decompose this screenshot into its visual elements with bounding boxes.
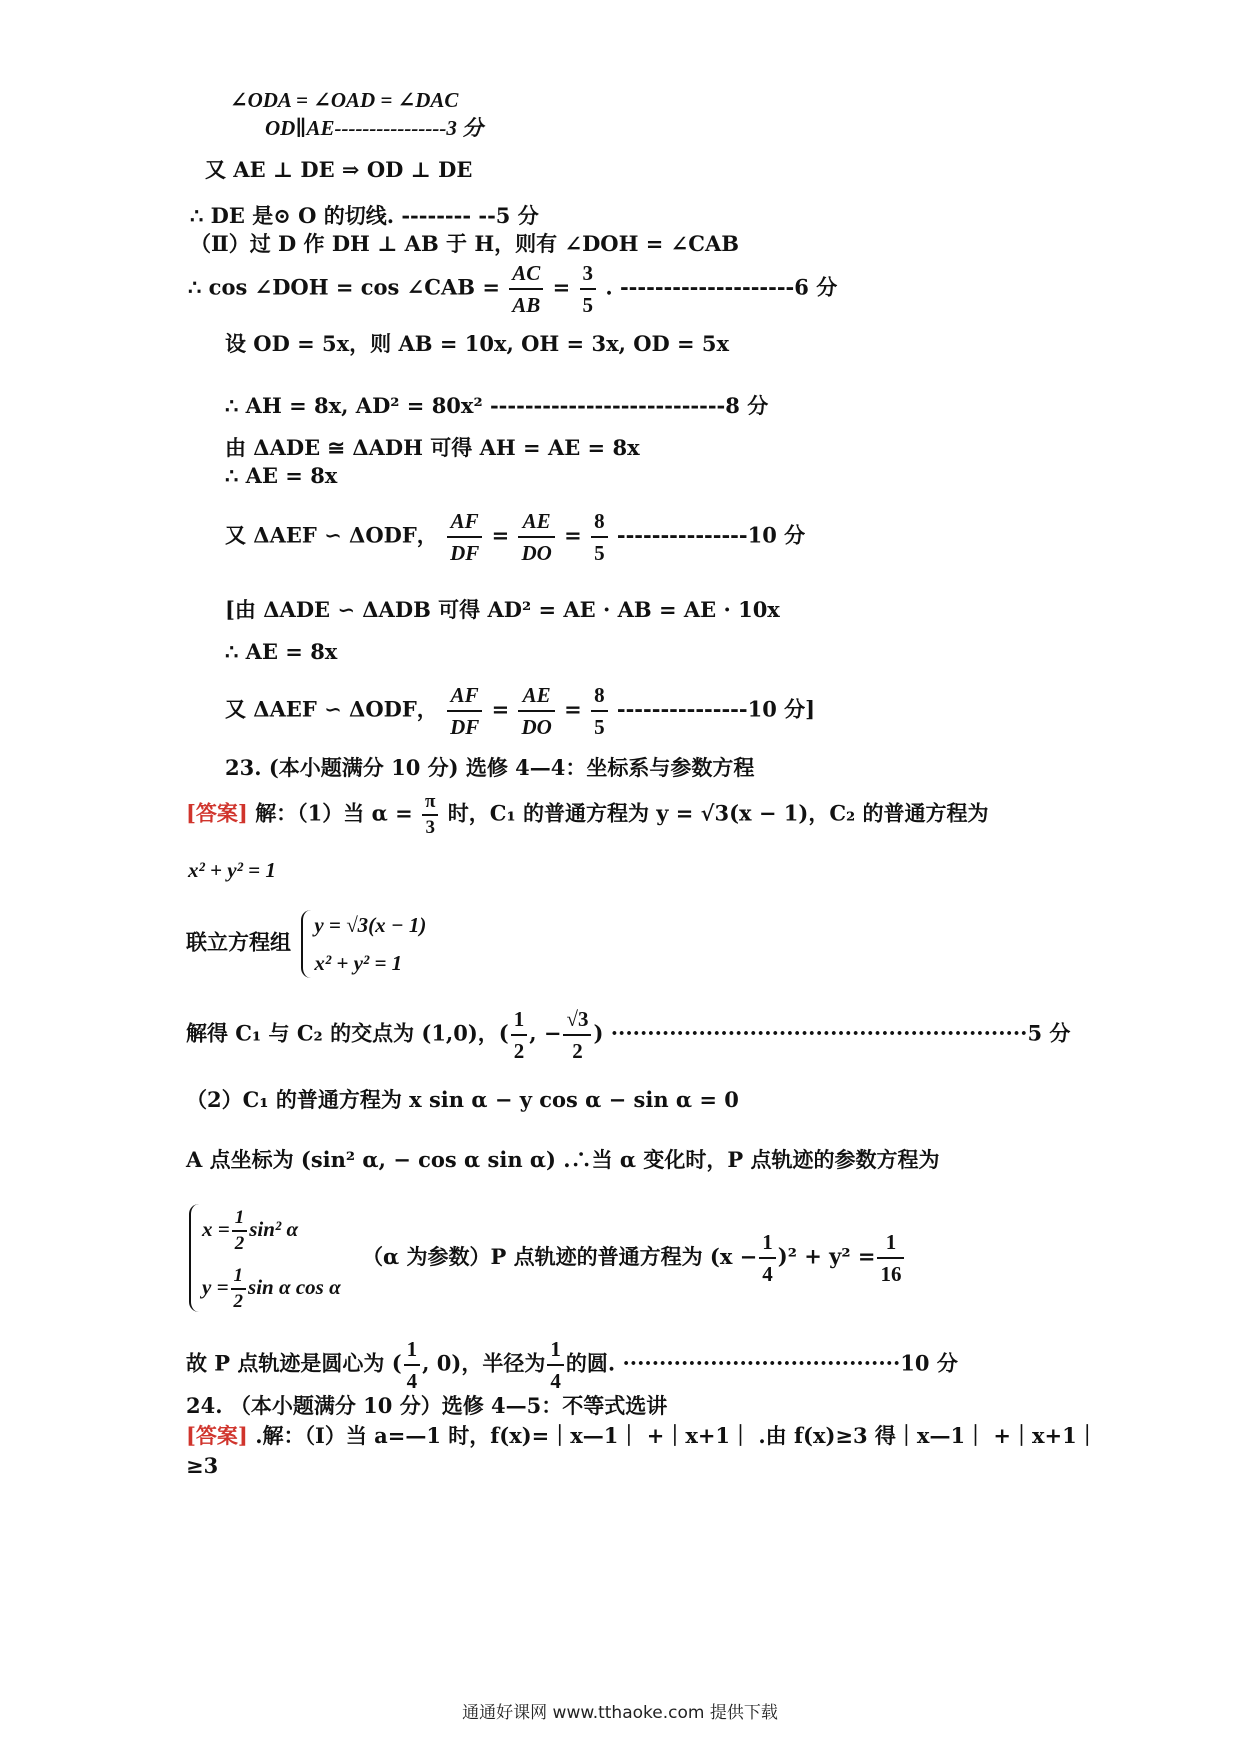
answer-line: [答案] .解：（Ⅰ）当 a=—1 时，f(x)=｜x—1｜ +｜x+1｜ .由 f(x)≥3 得｜x—1｜ +｜x+1｜ — [186, 1423, 1098, 1448]
proof-line: OD∥AE----------------3 分 — [265, 116, 484, 140]
equation-system-line: 联立方程组 y = √3(x − 1) x² + y² = 1 — [186, 906, 426, 982]
fraction: $\frac{1}{2}$ — [511, 1004, 528, 1066]
fraction: $\frac{AF}{DF}$ — [447, 506, 482, 568]
fraction: $\frac{8}{5}$ — [591, 680, 608, 742]
parametric-line: x = $\frac{1}{2}$ sin² α y = $\frac{1}{2}$ sin α cos α （α 为参数）P 点轨迹的普通方程为 (x − $\frac{1}{4}$ )² + y² = $\frac{1}{16}$ — [186, 1200, 906, 1316]
proof-line: ∠ODA = ∠OAD = ∠DAC — [230, 88, 459, 112]
fraction: $\frac{1}{2}$ — [231, 1264, 247, 1314]
fraction: $\frac{1}{4}$ — [547, 1334, 564, 1396]
equation: x² + y² = 1 — [188, 858, 276, 882]
part-two-heading: （Ⅱ）过 D 作 DH ⊥ AB 于 H，则有 ∠DOH = ∠CAB — [190, 231, 740, 256]
similar-triangles-line: 又 ΔAEF ∽ ΔODF， $\frac{AF}{DF}$ = $\frac{AE}{DO}$ = $\frac{8}{5}$ ---------------10 分 — [225, 506, 805, 568]
proof-line: ∴ AH = 8x, AD² = 80x² ---------------------------8 分 — [225, 393, 769, 418]
page-footer: 通通好课网 www.tthaoke.com 提供下载 — [462, 1703, 778, 1723]
answer-line: [答案] 解：（1）当 α = $\frac{\pi}{3}$ 时，C₁ 的普通方程为 y = √3(x − 1)，C₂ 的普通方程为 — [186, 791, 989, 838]
proof-line: ≥3 — [186, 1453, 219, 1478]
conclusion-line: 故 P 点轨迹是圆心为 ( $\frac{1}{4}$ , 0)，半径为 $\frac{1}{4}$ 的圆. ······································10 分 — [186, 1334, 958, 1396]
proof-line: A 点坐标为 (sin² α, − cos α sin α) .∴当 α 变化时，P 点轨迹的参数方程为 — [186, 1147, 940, 1172]
fraction: $\frac{1}{2}$ — [232, 1206, 248, 1256]
proof-line: 设 OD = 5x，则 AB = 10x, OH = 3x, OD = 5x — [225, 331, 730, 356]
fraction: $\frac{\pi}{3}$ — [422, 790, 438, 840]
fraction: $\frac{AE}{DO}$ — [518, 680, 554, 742]
fraction: $\frac{1}{4}$ — [404, 1334, 421, 1396]
proof-line: 又 AE ⊥ DE ⇒ OD ⊥ DE — [205, 157, 473, 182]
proof-line: ∴ DE 是⊙ O 的切线. -------- --5 分 — [190, 203, 539, 228]
proof-line: 由 ΔADE ≅ ΔADH 可得 AH = AE = 8x — [225, 435, 640, 460]
answer-tag: [答案] — [186, 800, 248, 826]
answer-tag: [答案] — [186, 1423, 248, 1448]
fraction: $\frac{8}{5}$ — [591, 506, 608, 568]
fraction: $\frac{√3}{2}$ — [563, 1004, 591, 1066]
question-24-heading: 24. （本小题满分 10 分）选修 4—5：不等式选讲 — [186, 1393, 668, 1418]
fraction: $\frac{1}{4}$ — [759, 1227, 776, 1289]
proof-line: ∴ AE = 8x — [225, 639, 338, 664]
cos-line: ∴ cos ∠DOH = cos ∠CAB = $\frac{AC}{AB}$ = $\frac{3}{5}$ . --------------------6 分 — [188, 258, 837, 320]
equation-system: y = √3(x − 1) x² + y² = 1 — [298, 906, 426, 982]
proof-line: [由 ΔADE ∽ ΔADB 可得 AD² = AE · AB = AE · 10x — [225, 597, 780, 622]
similar-triangles-line: 又 ΔAEF ∽ ΔODF， $\frac{AF}{DF}$ = $\frac{AE}{DO}$ = $\frac{8}{5}$ ---------------10 分] — [225, 680, 815, 742]
fraction: $\frac{AE}{DO}$ — [518, 506, 554, 568]
proof-line: （2）C₁ 的普通方程为 x sin α − y cos α − sin α = 0 — [186, 1087, 739, 1112]
proof-line: ∴ AE = 8x — [225, 463, 338, 488]
fraction: $\frac{3}{5}$ — [580, 258, 597, 320]
fraction: $\frac{AF}{DF}$ — [447, 680, 482, 742]
fraction: $\frac{1}{16}$ — [877, 1227, 904, 1289]
question-23-heading: 23. (本小题满分 10 分) 选修 4—4：坐标系与参数方程 — [225, 755, 755, 780]
parametric-system: x = $\frac{1}{2}$ sin² α y = $\frac{1}{2}$ sin α cos α — [186, 1200, 341, 1316]
intersection-line: 解得 C₁ 与 C₂ 的交点为 (1,0)，( $\frac{1}{2}$ , − $\frac{√3}{2}$ ) ·························································5 分 — [186, 1004, 1070, 1066]
fraction: $\frac{AC}{AB}$ — [509, 258, 543, 320]
